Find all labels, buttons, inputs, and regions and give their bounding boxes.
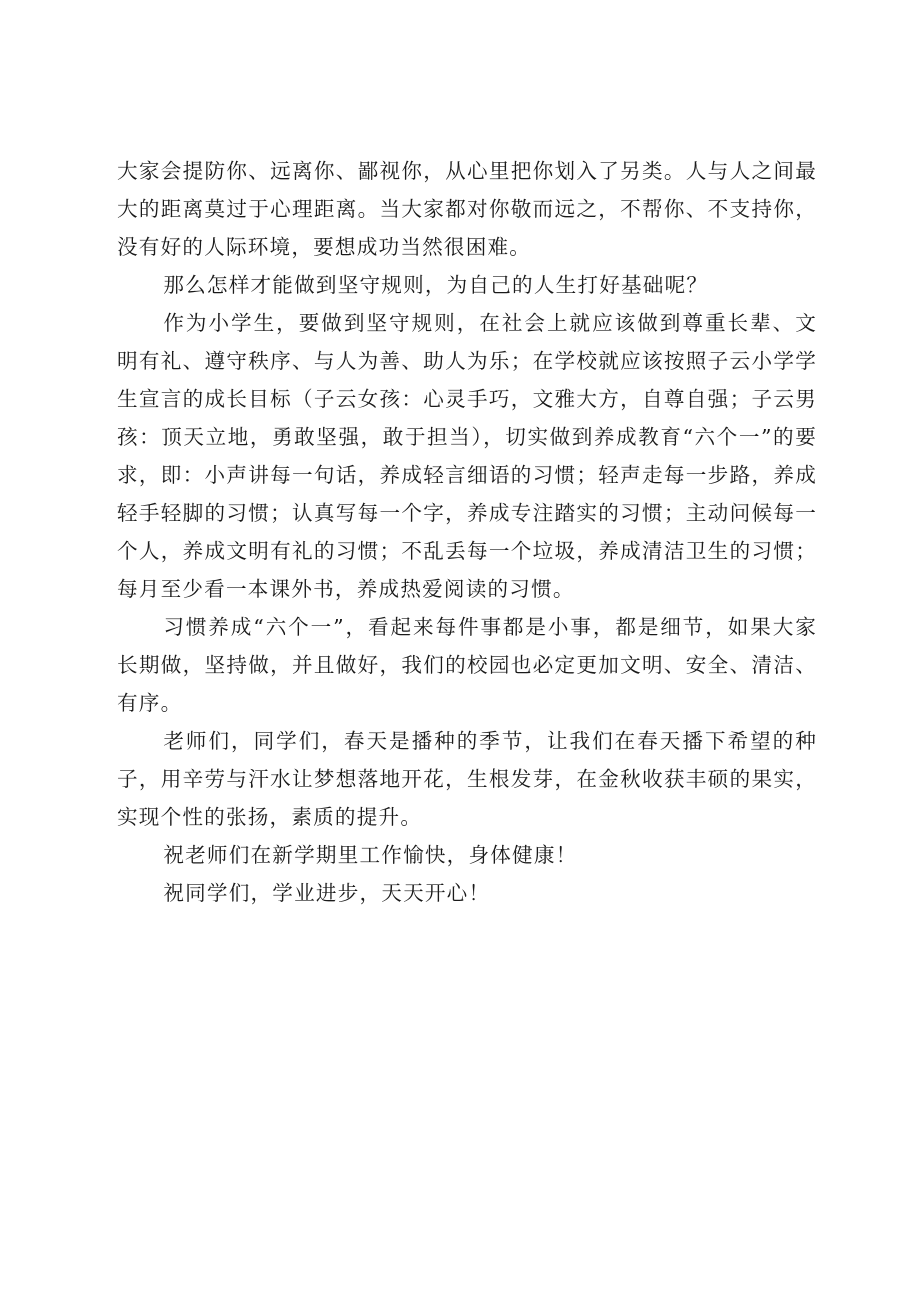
- paragraph-wish-students: 祝同学们，学业进步，天天开心！: [163, 881, 491, 905]
- paragraph-pupil-rules: 作为小学生，要做到坚守规则，在社会上就应该做到尊重长辈、文明有礼、遵守秩序、与人为善、助人为乐；在学校就应该按照子云小学学生宣言的成长目标（子云女孩：心灵手巧，文雅大方，自尊自强；子云男孩：顶天立地，勇敢坚强，敢于担当），切实做到养成教育“六个一”的要求，即：小声讲每一句话，养成轻言细语的习惯；轻声走每一步路，养成轻手轻脚的习惯；认真写每一个字，养成专注踏实的习惯；主动问候每一个人，养成文明有礼的习惯；不乱丢每一个垃圾，养成清洁卫生的习惯；每月至少看一本课外书，养成热爱阅读的习惯。: [117, 311, 817, 601]
- paragraph-continuation: 大家会提防你、远离你、鄙视你，从心里把你划入了另类。人与人之间最大的距离莫过于心理距离。当大家都对你敬而远之，不帮你、不支持你，没有好的人际环境，要想成功当然很困难。: [117, 159, 817, 259]
- paragraph-six-habits: 习惯养成“六个一”，看起来每件事都是小事，都是细节，如果大家长期做，坚持做，并且做好，我们的校园也必定更加文明、安全、清洁、有序。: [117, 615, 817, 715]
- paragraph-wish-teachers: 祝老师们在新学期里工作愉快，身体健康！: [163, 843, 578, 867]
- document-body: [117, 152, 817, 912]
- paragraph-spring: 老师们，同学们，春天是播种的季节，让我们在春天播下希望的种子，用辛劳与汗水让梦想落地开花，生根发芽，在金秋收获丰硕的果实，实现个性的张扬，素质的提升。: [117, 729, 817, 829]
- paragraph-question: 那么怎样才能做到坚守规则，为自己的人生打好基础呢？: [163, 273, 709, 297]
